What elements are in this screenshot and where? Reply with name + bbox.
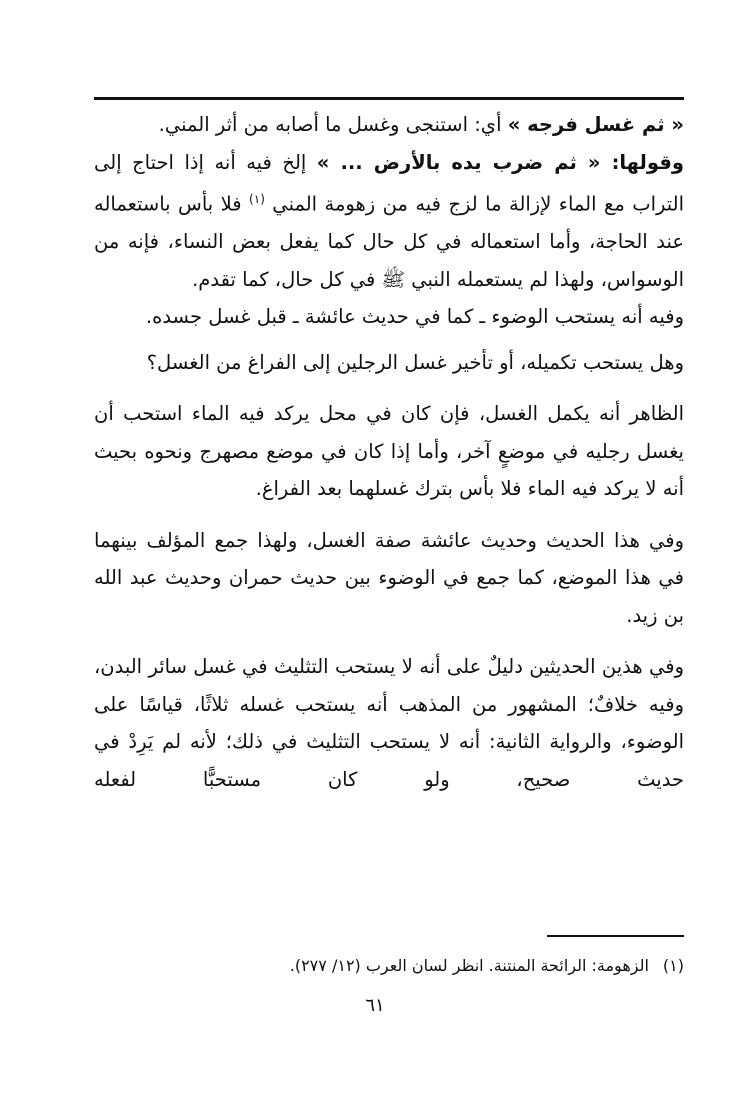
paragraph-text-continued: فلا بأس باستعماله عند الحاجة، وأما استعماله في كل حال كما يفعل بعض النساء، فإنه من الوسواس، ولهذا لم يستعمله النبي ﷺ في كل حال، كما تقدم. [94,192,684,291]
page-number: ٦١ [365,995,385,1016]
paragraph-lead: وقولها: [600,150,684,174]
paragraph-7: وفي هذين الحديثين دليلٌ على أنه لا يستحب التثليث في غسل سائر البدن، وفيه خلافٌ؛ المشهور من المذهب أنه يستحب غسله ثلاثًا، قياسًا على الوضوء، والرواية الثانية: أنه لا يستحب التثليث في ذلك؛ لأنه لم يَرِدْ في حديث صحيح، ولو كان مستحبًّا لفعله [94,655,684,791]
header-rule [94,97,684,100]
main-text [94,106,684,798]
footnote-text: الزهومة: الرائحة المنتنة. انظر لسان العرب (١٢/ ٢٧٧). [289,956,649,975]
paragraph-2 [94,144,684,299]
quoted-phrase: « ثم ضرب يده بالأرض ... » [316,150,601,174]
paragraph-5: الظاهر أنه يكمل الغسل، فإن كان في محل يركد فيه الماء استحب أن يغسل رجليه في موضعٍ آخر، وأما إذا كان في موضع مصهرج ونحوه بحيث أنه لا يركد فيه الماء فلا بأس بترك غسلهما بعد الفراغ. [94,402,684,500]
footnote-rule [547,935,684,937]
paragraph-3: وفيه أنه يستحب الوضوء ـ كما في حديث عائشة ـ قبل غسل جسده. [145,305,684,328]
paragraph-1 [94,106,684,144]
paragraph-text: إلخ فيه أنه إذا احتاج إلى التراب مع الماء لإزالة ما لزج فيه من زهومة المني [94,150,684,216]
paragraph-text: أي: استنجى وغسل ما أصابه من أثر المني. [158,113,508,136]
paragraph-4: وهل يستحب تكميله، أو تأخير غسل الرجلين إلى الفراغ من الغسل؟ [146,350,684,374]
footnote-reference[interactable]: (١) [249,192,265,206]
quoted-phrase: « ثم غسل فرجه » [507,113,684,136]
footnote [84,952,684,980]
paragraph-6: وفي هذا الحديث وحديث عائشة صفة الغسل، ولهذا جمع المؤلف بينهما في هذا الموضع، كما جمع في الوضوء بين حديث حمران وحديث عبد الله بن زيد. [94,528,684,627]
footnote-marker: (١) [662,956,684,975]
